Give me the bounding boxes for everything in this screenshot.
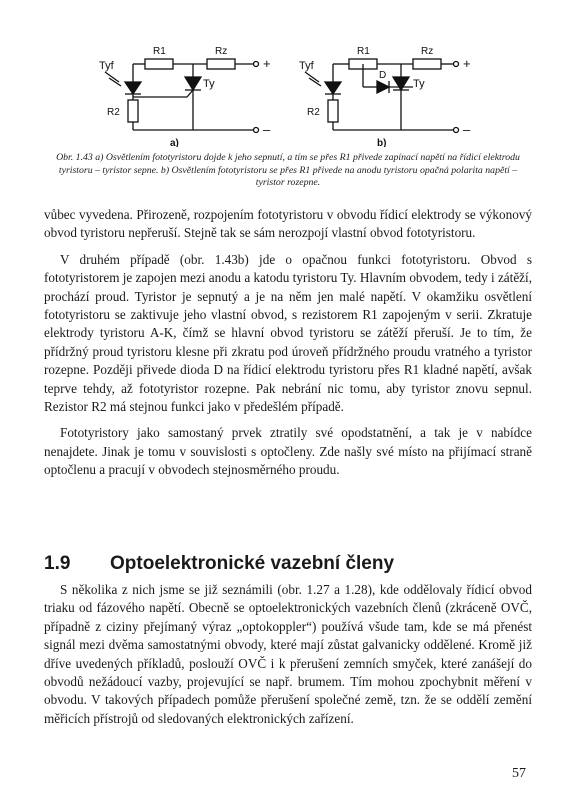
label-ty-a: Ty xyxy=(203,78,215,90)
resistor-r2-a xyxy=(128,100,138,122)
phototyristor-a xyxy=(125,82,141,94)
paragraph: vůbec vyvedena. Přirozeně, rozpojením fototyristoru v obvodu řídicí elektrody se výkonový obvod tyristoru nepřeruší. Stejně tak se sám nerozpojí vlastní obvod fototyristoru. xyxy=(44,207,532,241)
section-number: 1.9 xyxy=(44,553,71,574)
section-title: Optoelektronické vazební členy xyxy=(110,553,395,574)
section-heading xyxy=(44,553,532,575)
figure-caption: Obr. 1.43 a) Osvětlením fototyristoru dojde k jeho sepnutí, a tím se přes R1 přivede zapínací napětí na řídicí elektrodu tyristoru – tyristor sepne. b) Osvětlením fototyristoru se přes R1 přivede na anodu tyristoru opačná polarita napětí – tyristor rozepne. xyxy=(56,152,520,189)
paragraph: S několika z nich jsme se již seznámili (obr. 1.27 a 1.28), kde oddělovaly řídicí obvod triaku od fázového napětí. Obecně se optoelektronických vazebních členů (zkráceně OVČ, případně z ciziny přejímaný výraz „optokoppler“) používá všude tam, kde se má přenést signál mezi dvěma samostatnými obvody, které mají zůstat galvanicky oddělené. Kromě již dříve uvedených příkladů, poslouží OVČ i k přerušení zemních smyček, které zanášejí do obvodů nežádoucí vazby, projevující se např. brumem. Tím mohou zpochybnit měření v obvodu. V takových případech pomůže přerušení společné země, tzn. že se oddělí zemění měřicích přístrojů od sledovaných elektronických zařízení. xyxy=(44,582,532,726)
resistor-r2-b xyxy=(328,100,338,122)
label-rz-b: Rz xyxy=(421,46,434,57)
label-r2-b: R2 xyxy=(307,107,320,118)
terminal-minus-a xyxy=(254,128,259,133)
label-b: b) xyxy=(377,138,387,147)
label-ty-b: Ty xyxy=(413,78,425,90)
terminal-plus-b xyxy=(454,62,459,67)
diode-d xyxy=(377,81,389,93)
circuit-figure xyxy=(95,32,475,147)
text-block-1 xyxy=(44,206,532,480)
circuit-a xyxy=(105,59,259,133)
paragraph: Fototyristory jako samostaný prvek ztratily své opodstatnění, a tak je v nabídce nenajdete. Jinak je tomu v souvislosti s optočleny. Zde našly své místo na přijímací straně optočlenu a pracují v obvodech stejnosměrného proudu. xyxy=(44,425,532,478)
label-minus-a: – xyxy=(263,122,271,137)
label-tyf-b: Tyf xyxy=(299,60,314,72)
label-r1-a: R1 xyxy=(153,46,166,57)
label-minus-b: – xyxy=(463,122,471,137)
label-plus-a: + xyxy=(263,56,271,71)
thyristor-b xyxy=(393,77,409,90)
resistor-r1-a xyxy=(145,59,173,69)
resistor-rz-b xyxy=(413,59,441,69)
label-r1-b: R1 xyxy=(357,46,370,57)
terminal-plus-a xyxy=(254,62,259,67)
phototyristor-b xyxy=(325,82,341,94)
thyristor-a xyxy=(185,77,201,90)
paragraph: V druhém případě (obr. 1.43b) jde o opačnou funkci fototyristoru. Obvod s fototyristorem je zapojen mezi anodu a katodu tyristoru Ty. Hlavním obvodem, tedy i zátěží, prochází proud. Tyristor je sepnutý a je na něm jen malé napětí. V okamžiku osvětlení fototyristoru se zaktivuje jeho vlastní obvod, s rezistorem R1 zapojeným v serii. Zkratuje elektrody tyristoru A-K, čímž se hlavní obvod tyristoru se zátěží přeruší. Je to tím, že přídržný proud tyristoru klesne při zkratu pod úroveň přídržného proudu vratného a tyristor rozepne. Později přivede dioda D na řídicí elektrodu tyristoru přes R1 kladné napětí, avšak teprve tehdy, až fototyristor rozepne. Pak nebrání nic tomu, aby tyristor znovu sepnul. Rezistor R2 má stejnou funkci jako v předešlém případě. xyxy=(44,251,532,415)
text-block-2 xyxy=(44,581,532,728)
resistor-rz-a xyxy=(207,59,235,69)
label-d: D xyxy=(379,70,387,81)
label-a: a) xyxy=(170,138,179,147)
label-tyf-a: Tyf xyxy=(99,60,114,72)
label-r2-a: R2 xyxy=(107,107,120,118)
page-number: 57 xyxy=(512,766,526,781)
terminal-minus-b xyxy=(454,128,459,133)
label-rz-a: Rz xyxy=(215,46,228,57)
label-plus-b: + xyxy=(463,56,471,71)
circuit-diagrams xyxy=(95,32,475,147)
